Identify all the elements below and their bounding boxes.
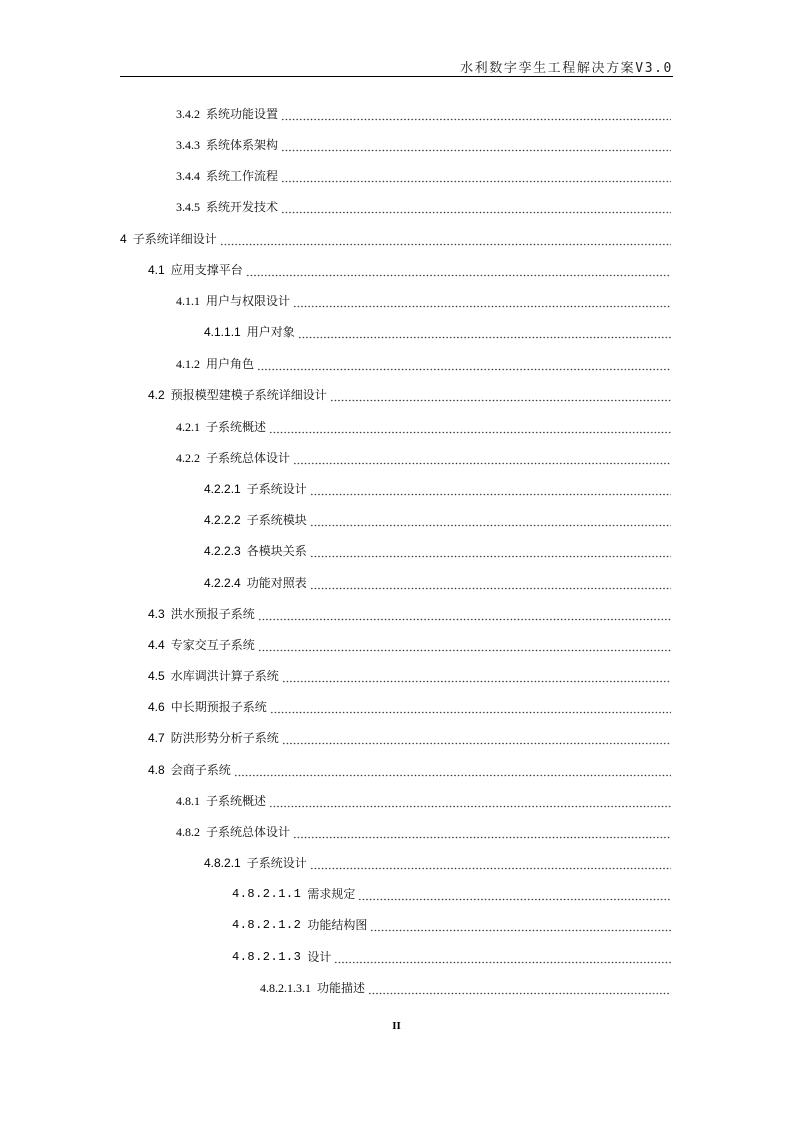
toc-entry-title: 洪水预报子系统 xyxy=(170,607,255,621)
toc-entry-title: 功能结构图 xyxy=(307,918,368,932)
header-divider xyxy=(120,76,673,77)
toc-entry-title: 会商子系统 xyxy=(170,763,231,777)
page-number: II xyxy=(392,1020,401,1032)
toc-entry-number: 4.2.2.1 xyxy=(204,482,241,496)
toc-entry-title: 功能对照表 xyxy=(246,576,307,590)
toc-entry-title: 子系统详细设计 xyxy=(132,232,217,246)
toc-entry-title: 防洪形势分析子系统 xyxy=(170,731,279,745)
toc-entry-number: 4.6 xyxy=(148,700,165,714)
toc-entry-title: 子系统总体设计 xyxy=(206,451,291,465)
dot-leader xyxy=(330,388,671,402)
dot-leader xyxy=(258,607,671,621)
toc-entry-number: 4.2.2.3 xyxy=(204,544,241,558)
toc-entry-number: 4.5 xyxy=(148,669,165,683)
dot-leader xyxy=(281,200,671,214)
dot-leader xyxy=(293,451,671,465)
toc-entry[interactable] xyxy=(176,820,671,840)
toc-entry-number: 4.8.2.1.2 xyxy=(232,918,302,932)
toc-entry-title: 各模块关系 xyxy=(246,544,307,558)
toc-entry[interactable] xyxy=(204,539,671,559)
toc-entry[interactable] xyxy=(204,851,671,871)
toc-entry[interactable] xyxy=(204,477,671,497)
toc-entry-number: 4.2.2 xyxy=(176,451,200,465)
toc-entry-number: 4.7 xyxy=(148,731,165,745)
toc-entry-number: 4.8.2.1 xyxy=(204,856,241,870)
toc-entry-number: 4.8.2.1.3 xyxy=(232,950,302,964)
dot-leader xyxy=(370,918,671,932)
dot-leader xyxy=(257,357,671,371)
toc-entry[interactable] xyxy=(176,195,671,215)
toc-entry-number: 4.8.2 xyxy=(176,825,200,839)
toc-entry-title: 子系统设计 xyxy=(246,482,307,496)
dot-leader xyxy=(310,856,671,870)
toc-entry-title: 用户角色 xyxy=(206,357,255,371)
dot-leader xyxy=(282,669,671,683)
toc-entry-title: 需求规定 xyxy=(307,887,356,901)
toc-entry-number: 4.8.2.1.3.1 xyxy=(260,981,311,995)
toc-entry-number: 4.8.1 xyxy=(176,794,200,808)
toc-entry[interactable] xyxy=(260,976,671,996)
toc-entry-title: 子系统概述 xyxy=(206,794,267,808)
dot-leader xyxy=(298,325,671,339)
dot-leader xyxy=(310,513,671,527)
toc-entry-number: 4.1 xyxy=(148,263,165,277)
dot-leader xyxy=(269,794,671,808)
toc-entry-title: 子系统模块 xyxy=(246,513,307,527)
dot-leader xyxy=(368,981,671,995)
toc-entry[interactable] xyxy=(148,258,671,278)
dot-leader xyxy=(220,232,671,246)
toc-entry-number: 4.2.2.2 xyxy=(204,513,241,527)
dot-leader xyxy=(281,138,671,152)
toc-entry-number: 4.8 xyxy=(148,763,165,777)
toc-entry[interactable] xyxy=(176,446,671,466)
toc-entry-number: 4.3 xyxy=(148,607,165,621)
toc-entry-number: 4.2.2.4 xyxy=(204,576,241,590)
dot-leader xyxy=(293,294,671,308)
toc-entry-title: 系统体系架构 xyxy=(206,138,279,152)
toc-entry[interactable] xyxy=(232,882,671,902)
toc-entry[interactable] xyxy=(176,352,671,372)
toc-entry[interactable] xyxy=(148,633,671,653)
toc-entry-number: 4.2 xyxy=(148,388,165,402)
toc-entry-number: 4.4 xyxy=(148,638,165,652)
dot-leader xyxy=(269,420,671,434)
toc-entry-number: 3.4.4 xyxy=(176,169,200,183)
toc-entry[interactable] xyxy=(204,508,671,528)
toc-entry-title: 预报模型建模子系统详细设计 xyxy=(170,388,327,402)
toc-entry-title: 中长期预报子系统 xyxy=(170,700,267,714)
dot-leader xyxy=(281,107,671,121)
toc-entry[interactable] xyxy=(176,133,671,153)
toc-entry[interactable] xyxy=(176,289,671,309)
toc-entry-number: 3.4.5 xyxy=(176,200,200,214)
dot-leader xyxy=(310,482,671,496)
toc-entry[interactable] xyxy=(148,758,671,778)
dot-leader xyxy=(246,263,671,277)
toc-entry-title: 子系统概述 xyxy=(206,420,267,434)
toc-entry[interactable] xyxy=(176,102,671,122)
toc-entry[interactable] xyxy=(120,227,671,247)
toc-entry-number: 3.4.3 xyxy=(176,138,200,152)
toc-entry[interactable] xyxy=(176,415,671,435)
toc-entry[interactable] xyxy=(232,945,671,965)
dot-leader xyxy=(282,731,671,745)
dot-leader xyxy=(270,700,671,714)
toc-entry[interactable] xyxy=(232,913,671,933)
toc-entry-title: 系统开发技术 xyxy=(206,200,279,214)
toc-entry-title: 子系统总体设计 xyxy=(206,825,291,839)
toc-entry[interactable] xyxy=(204,320,671,340)
dot-leader xyxy=(358,887,671,901)
dot-leader xyxy=(310,576,671,590)
toc-entry-title: 用户对象 xyxy=(246,325,295,339)
dot-leader xyxy=(310,544,671,558)
toc-entry-title: 功能描述 xyxy=(317,981,366,995)
header-title: 水利数字孪生工程解决方案V3.0 xyxy=(460,61,673,76)
toc-entry-number: 4.8.2.1.1 xyxy=(232,887,302,901)
dot-leader xyxy=(258,638,671,652)
toc-entry-number: 3.4.2 xyxy=(176,107,200,121)
toc-entry[interactable] xyxy=(176,164,671,184)
toc-entry[interactable] xyxy=(148,602,671,622)
dot-leader xyxy=(234,763,671,777)
toc-entry-title: 子系统设计 xyxy=(246,856,307,870)
toc-entry[interactable] xyxy=(148,695,671,715)
toc-entry-number: 4.2.1 xyxy=(176,420,200,434)
dot-leader xyxy=(334,950,671,964)
toc-entry[interactable] xyxy=(148,383,671,403)
toc-entry-title: 应用支撑平台 xyxy=(170,263,243,277)
toc-entry[interactable] xyxy=(204,571,671,591)
toc-entry[interactable] xyxy=(176,789,671,809)
dot-leader xyxy=(293,825,671,839)
toc-entry-title: 设计 xyxy=(307,950,332,964)
toc-entry[interactable] xyxy=(148,726,671,746)
toc-entry-title: 用户与权限设计 xyxy=(206,294,291,308)
toc-entry-number: 4.1.2 xyxy=(176,357,200,371)
toc-entry-title: 水库调洪计算子系统 xyxy=(170,669,279,683)
toc-entry[interactable] xyxy=(148,664,671,684)
toc-entry-title: 系统功能设置 xyxy=(206,107,279,121)
toc-entry-title: 系统工作流程 xyxy=(206,169,279,183)
dot-leader xyxy=(281,169,671,183)
toc-entry-title: 专家交互子系统 xyxy=(170,638,255,652)
toc-entry-number: 4.1.1 xyxy=(176,294,200,308)
toc-entry-number: 4.1.1.1 xyxy=(204,325,241,339)
toc-entry-number: 4 xyxy=(120,232,127,246)
